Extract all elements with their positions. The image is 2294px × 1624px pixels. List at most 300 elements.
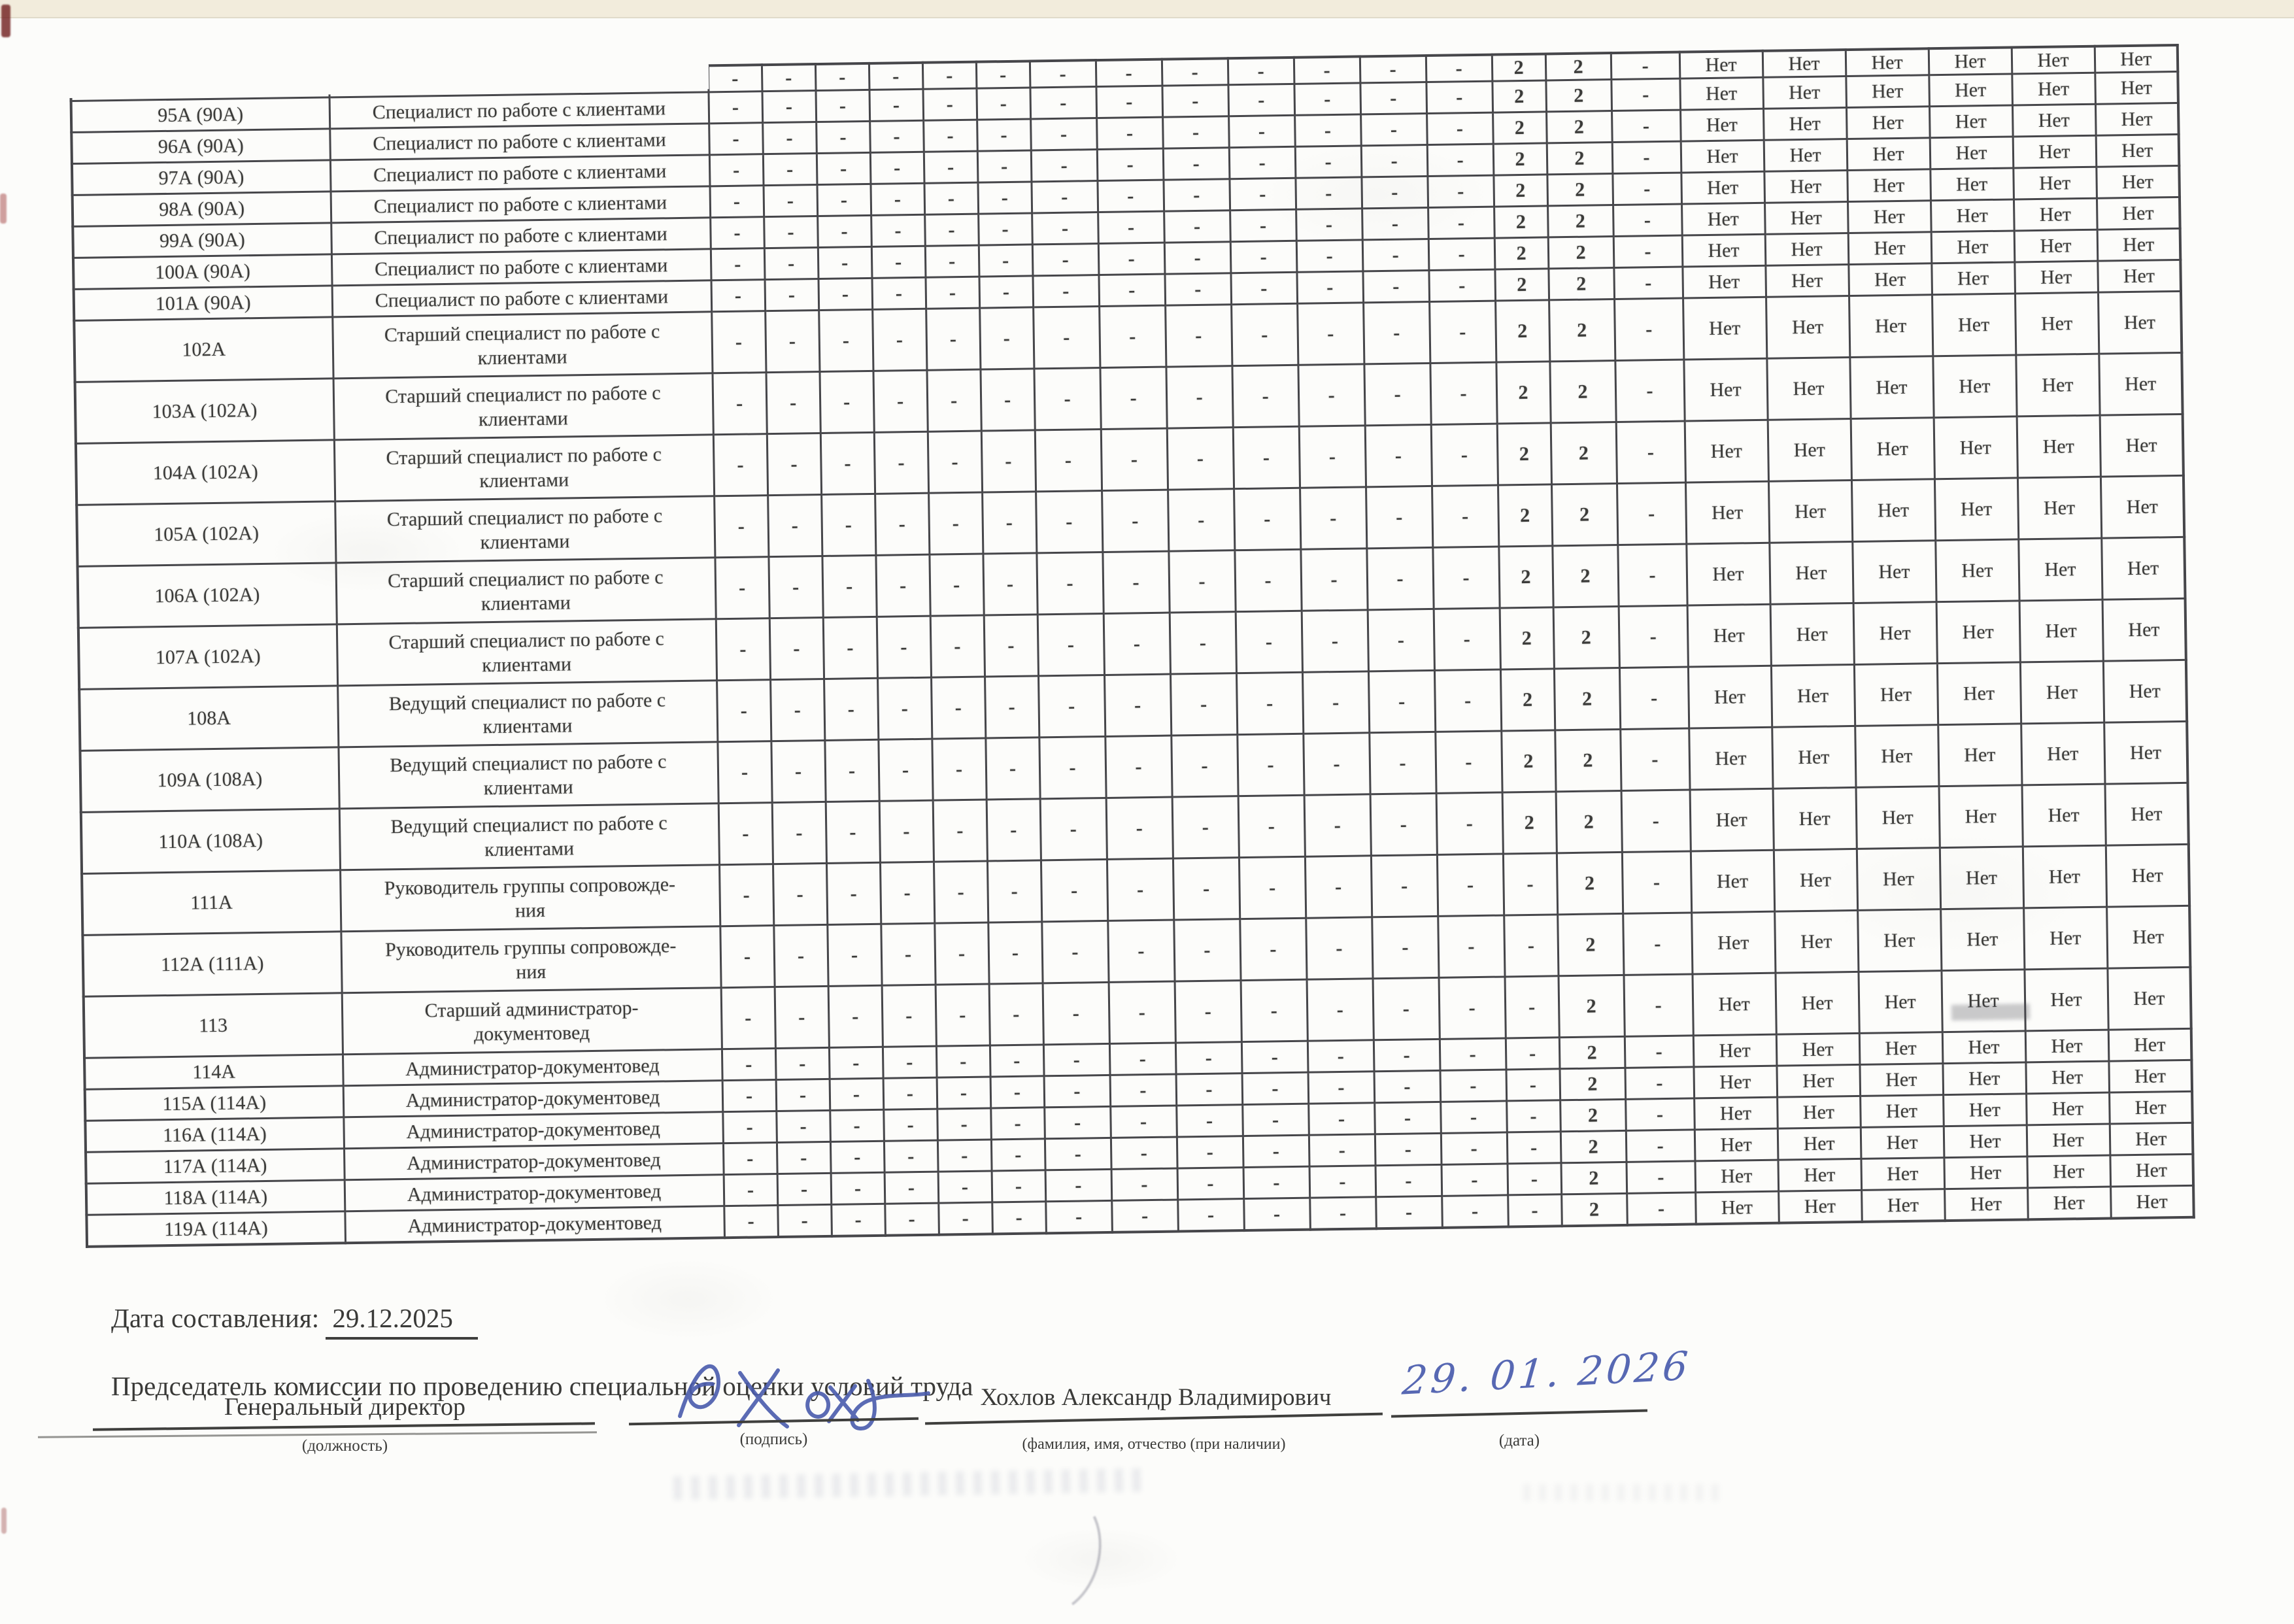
value-cell: - — [924, 214, 979, 246]
value-cell: - — [1304, 794, 1371, 856]
value-cell: - — [1508, 1163, 1562, 1195]
value-cell: 2 — [1496, 362, 1550, 424]
chairman-heading: Председатель комиссии по проведению специальной оценки условий труда — [111, 1371, 973, 1401]
value-cell: 2 — [1493, 112, 1547, 144]
value-cell: Нет — [1691, 850, 1774, 913]
workplace-number-cell: 109А (108А) — [80, 747, 339, 813]
value-cell: Нет — [1932, 294, 2016, 356]
value-cell: - — [1366, 547, 1433, 609]
value-cell: 2 — [1559, 1036, 1625, 1068]
name-underline — [925, 1413, 1383, 1425]
job-title-cell: Специалист по работе с клиентами — [329, 92, 709, 129]
value-cell: Нет — [1935, 539, 2019, 602]
value-cell: - — [1369, 732, 1436, 794]
value-cell: Нет — [1775, 972, 1859, 1034]
workplace-number-cell: 119А (114А) — [86, 1211, 345, 1247]
value-cell: - — [1041, 859, 1107, 921]
value-cell: - — [1426, 55, 1493, 82]
value-cell: - — [1375, 1196, 1442, 1228]
value-cell: Нет — [1929, 74, 2012, 107]
value-cell: - — [922, 88, 977, 120]
value-cell: - — [1164, 242, 1231, 274]
value-cell: Нет — [2024, 968, 2108, 1031]
value-cell: - — [1362, 239, 1429, 271]
job-title-cell: Специалист по работе с клиентами — [329, 124, 709, 160]
value-cell: Нет — [2012, 46, 2095, 74]
value-cell: Нет — [1685, 420, 1768, 482]
value-cell: - — [1298, 364, 1364, 426]
value-cell: - — [772, 802, 826, 864]
value-cell: - — [1104, 613, 1170, 675]
value-cell: - — [816, 121, 870, 153]
value-cell: Нет — [1929, 48, 2012, 75]
value-cell: 2 — [1548, 268, 1614, 300]
value-cell: - — [1032, 275, 1099, 307]
value-cell: 2 — [1492, 80, 1546, 112]
value-cell: - — [815, 63, 869, 91]
value-cell: - — [1175, 1042, 1242, 1074]
workplace-number-cell: 113 — [84, 993, 343, 1058]
scan-ghost-text — [1523, 1484, 1719, 1501]
value-cell: Нет — [2014, 261, 2098, 294]
value-cell: - — [718, 803, 773, 865]
value-cell: - — [884, 1140, 938, 1172]
job-title-cell: Ведущий специалист по работе с клиентами — [339, 804, 719, 870]
value-cell: - — [773, 924, 828, 987]
value-cell: Нет — [1694, 1097, 1778, 1130]
value-cell: - — [879, 800, 934, 862]
value-cell: - — [1505, 976, 1559, 1038]
value-cell: Нет — [2106, 844, 2189, 907]
value-cell: - — [1507, 1132, 1561, 1164]
value-cell: Нет — [1778, 1127, 1861, 1160]
value-cell: - — [820, 432, 875, 494]
value-cell: - — [1176, 1074, 1243, 1106]
workplace-number-cell: 96А (90А) — [71, 129, 330, 164]
value-cell: Нет — [1846, 48, 1929, 76]
job-title-cell: Специалист по работе с клиентами — [331, 186, 711, 223]
value-cell: - — [1229, 146, 1296, 178]
value-cell: - — [1612, 173, 1681, 205]
scan-mark — [0, 194, 7, 224]
value-cell: - — [817, 152, 871, 184]
workplace-number-cell: 112А (111А) — [82, 932, 341, 997]
value-cell: - — [926, 369, 981, 431]
value-cell: - — [1360, 56, 1426, 83]
value-cell: - — [982, 492, 1036, 554]
value-cell: - — [1613, 267, 1683, 299]
value-cell: Нет — [2100, 475, 2184, 538]
value-cell: Нет — [1932, 355, 2016, 418]
value-cell: Нет — [1934, 478, 2018, 541]
value-cell: Нет — [2012, 104, 2096, 137]
value-cell: 2 — [1497, 423, 1551, 485]
value-cell: - — [764, 216, 818, 248]
value-cell: - — [987, 799, 1041, 861]
value-cell: - — [1162, 85, 1228, 117]
value-cell: - — [1613, 235, 1683, 267]
workplace-number-cell: 97А (90А) — [72, 160, 331, 195]
value-cell: - — [1363, 301, 1430, 364]
value-cell: - — [1241, 1041, 1308, 1073]
value-cell: Нет — [1860, 1095, 1944, 1128]
value-cell: Нет — [1766, 296, 1849, 359]
job-title-cell: Старший специалист по работе с клиентами — [335, 558, 715, 624]
job-title-cell: Старший специалист по работе с клиентами — [334, 435, 714, 501]
value-cell: Нет — [2017, 415, 2100, 478]
value-cell: - — [777, 1173, 832, 1205]
value-cell: Нет — [1856, 787, 1940, 849]
value-cell: 2 — [1545, 53, 1611, 80]
value-cell: - — [1374, 1102, 1441, 1134]
value-cell: - — [1429, 301, 1496, 363]
value-cell: Нет — [1680, 109, 1764, 141]
value-cell: 2 — [1494, 269, 1549, 301]
value-cell: - — [922, 62, 977, 90]
value-cell: - — [1104, 674, 1171, 736]
value-cell: 2 — [1559, 975, 1625, 1037]
value-cell: - — [1173, 919, 1240, 981]
value-cell: Нет — [2017, 477, 2101, 539]
value-cell: - — [1368, 670, 1435, 732]
value-cell: - — [929, 554, 983, 616]
value-cell: Нет — [2018, 538, 2102, 601]
assessment-table-body — [71, 45, 2194, 1246]
value-cell: - — [1106, 797, 1173, 859]
value-cell: - — [875, 554, 930, 617]
value-cell: Нет — [1764, 139, 1847, 172]
value-cell: - — [984, 615, 1038, 677]
value-cell: 2 — [1551, 484, 1617, 546]
value-cell: - — [1170, 612, 1236, 674]
value-cell: Нет — [2027, 1155, 2110, 1188]
value-cell: - — [717, 741, 771, 804]
value-cell: - — [1234, 549, 1301, 611]
value-cell: - — [1615, 360, 1684, 422]
value-cell: - — [818, 309, 873, 371]
value-cell: - — [989, 983, 1043, 1045]
value-cell: - — [722, 1111, 777, 1143]
value-cell: - — [822, 555, 876, 617]
value-cell: - — [717, 680, 771, 742]
value-cell: - — [817, 184, 871, 216]
value-cell: - — [721, 987, 775, 1049]
value-cell: Нет — [1938, 724, 2021, 787]
value-cell: - — [869, 63, 923, 90]
value-cell: - — [934, 922, 988, 985]
value-cell: - — [882, 985, 936, 1047]
value-cell: - — [1374, 1070, 1441, 1102]
value-cell: - — [709, 123, 763, 155]
value-cell: - — [708, 65, 762, 92]
value-cell: Нет — [2104, 783, 2188, 845]
workplace-number-cell: 107А (102А) — [78, 624, 337, 690]
value-cell: Нет — [1690, 788, 1774, 851]
value-cell: 2 — [1502, 792, 1557, 854]
value-cell: Нет — [1941, 970, 2025, 1032]
value-cell: - — [1030, 87, 1096, 119]
value-cell: - — [775, 986, 829, 1048]
value-cell: - — [979, 307, 1034, 369]
value-cell: - — [1243, 1166, 1310, 1198]
value-cell: - — [823, 617, 877, 679]
value-cell: Нет — [1763, 76, 1846, 109]
value-cell: - — [930, 615, 985, 677]
value-cell: - — [719, 864, 773, 926]
value-cell: Нет — [2103, 660, 2187, 722]
value-cell: - — [977, 119, 1031, 151]
job-title-cell: Старший администратор- документовед — [342, 988, 722, 1055]
value-cell: - — [1438, 915, 1504, 977]
value-cell: - — [1617, 482, 1686, 545]
value-cell: Нет — [1765, 233, 1849, 266]
value-cell: - — [1176, 1105, 1243, 1137]
value-cell: Нет — [1930, 137, 2014, 169]
value-cell: - — [1033, 307, 1100, 369]
value-cell: - — [1241, 979, 1307, 1041]
value-cell: - — [713, 434, 767, 496]
value-cell: Нет — [1847, 138, 1931, 171]
value-cell: - — [768, 556, 822, 618]
value-cell: Нет — [2108, 1028, 2192, 1061]
workplace-number-cell: 117А (114А) — [86, 1149, 345, 1184]
value-cell: - — [1302, 671, 1369, 734]
value-cell: - — [1626, 1130, 1695, 1162]
scan-edge-strip — [0, 0, 2294, 18]
value-cell: - — [710, 217, 764, 249]
value-cell: - — [763, 154, 817, 186]
value-cell: - — [1109, 1043, 1176, 1075]
value-cell: - — [1503, 853, 1557, 915]
value-cell: - — [1373, 977, 1440, 1040]
value-cell: - — [1428, 238, 1495, 270]
job-title-cell: Ведущий специалист по работе с клиентами — [337, 681, 717, 747]
value-cell: - — [821, 494, 875, 556]
value-cell: - — [877, 677, 932, 739]
composition-date-line — [111, 1302, 478, 1334]
value-cell: - — [1307, 1040, 1374, 1072]
value-cell: - — [883, 1109, 937, 1141]
value-cell: - — [1506, 1069, 1560, 1101]
value-cell: Нет — [1774, 849, 1857, 911]
value-cell: - — [720, 926, 774, 988]
value-cell: Нет — [2026, 1092, 2110, 1125]
value-cell: 2 — [1561, 1193, 1627, 1225]
assessment-table — [69, 44, 2195, 1247]
scan-mark — [1, 5, 10, 37]
value-cell: - — [1234, 488, 1300, 550]
value-cell: - — [1307, 979, 1374, 1041]
value-cell: Нет — [1765, 265, 1849, 297]
value-cell: - — [936, 1045, 990, 1077]
value-cell: Нет — [1943, 1094, 2027, 1126]
job-title-cell: Старший специалист по работе с клиентами — [333, 373, 713, 440]
value-cell: 2 — [1557, 852, 1623, 914]
value-cell: - — [872, 309, 926, 371]
value-cell: - — [766, 372, 820, 434]
value-cell: - — [1231, 303, 1298, 365]
value-cell: 2 — [1548, 237, 1614, 269]
value-cell: - — [762, 91, 816, 123]
value-cell: - — [1032, 244, 1099, 276]
value-cell: - — [1434, 669, 1501, 732]
value-cell: - — [1096, 86, 1162, 118]
value-cell: - — [1436, 792, 1503, 854]
value-cell: Нет — [1778, 1190, 1862, 1223]
value-cell: - — [1243, 1198, 1310, 1230]
value-cell: Нет — [2110, 1123, 2193, 1155]
workplace-number-cell: 111А — [82, 870, 341, 936]
value-cell: - — [1611, 78, 1680, 110]
value-cell: 2 — [1493, 175, 1547, 207]
value-cell: - — [1504, 915, 1558, 977]
value-cell: - — [817, 215, 871, 247]
value-cell: - — [1617, 544, 1687, 606]
value-cell: Нет — [2012, 73, 2095, 105]
value-cell: - — [771, 740, 825, 802]
job-title-cell: Специалист по работе с клиентами — [330, 155, 710, 192]
value-cell: Нет — [1944, 1157, 2027, 1189]
table-wrapper — [69, 44, 2195, 1247]
value-cell: Нет — [1857, 848, 1940, 911]
value-cell: Нет — [1683, 358, 1767, 421]
value-cell: - — [880, 862, 934, 924]
value-cell: Нет — [1847, 169, 1931, 202]
value-cell: - — [1440, 1038, 1506, 1070]
value-cell: 2 — [1493, 143, 1547, 175]
value-cell: - — [1296, 240, 1363, 272]
value-cell: - — [1097, 180, 1164, 212]
scan-mark — [1, 1508, 7, 1534]
value-cell: - — [1372, 916, 1438, 978]
value-cell: 2 — [1492, 54, 1546, 81]
date-underline — [1391, 1410, 1647, 1418]
value-cell: - — [764, 185, 818, 217]
workplace-number-cell: 118А (114А) — [86, 1180, 345, 1215]
value-cell: - — [1035, 430, 1102, 492]
value-cell: Нет — [2110, 1154, 2193, 1187]
value-cell: 2 — [1500, 607, 1554, 669]
value-cell: - — [1508, 1194, 1562, 1226]
value-cell: - — [724, 1206, 778, 1238]
value-cell: - — [981, 430, 1036, 492]
value-cell: - — [770, 679, 824, 741]
value-cell: - — [1612, 141, 1681, 173]
workplace-number-cell: 114А — [84, 1055, 343, 1090]
value-cell: - — [1239, 856, 1306, 919]
value-cell: - — [1107, 858, 1173, 921]
value-cell: - — [1308, 1103, 1375, 1135]
value-cell: Нет — [1679, 51, 1763, 78]
value-cell: - — [1168, 550, 1235, 613]
job-title-cell: Администратор-документовед — [344, 1143, 724, 1180]
value-cell: - — [976, 61, 1030, 88]
value-cell: - — [1426, 81, 1493, 113]
value-cell: - — [1030, 118, 1097, 150]
value-cell: - — [877, 616, 931, 678]
value-cell: - — [1619, 667, 1689, 729]
value-cell: Нет — [1944, 1125, 2027, 1158]
workplace-number-cell: 101А (90А) — [74, 286, 333, 321]
value-cell: - — [1045, 1138, 1111, 1170]
value-cell: 2 — [1559, 1068, 1625, 1100]
value-cell: - — [1626, 1161, 1695, 1193]
value-cell: - — [1614, 298, 1683, 360]
value-cell: - — [1434, 608, 1500, 670]
value-cell: Нет — [1771, 664, 1855, 727]
value-cell: - — [1375, 1133, 1442, 1165]
value-cell: Нет — [1776, 1033, 1860, 1066]
value-cell: - — [1165, 305, 1232, 367]
value-cell: - — [1625, 1067, 1694, 1099]
value-cell: - — [831, 1172, 885, 1204]
value-cell: - — [1232, 365, 1298, 427]
value-cell: - — [708, 92, 762, 124]
value-cell: Нет — [1858, 971, 1942, 1034]
value-cell: - — [1228, 58, 1294, 85]
value-cell: - — [924, 151, 978, 183]
value-cell: 2 — [1560, 1099, 1626, 1131]
job-title-cell: Старший специалист по работе с клиентами — [332, 312, 712, 379]
value-cell: Нет — [1942, 1062, 2026, 1095]
value-cell: Нет — [2108, 1060, 2192, 1092]
value-cell: - — [715, 557, 769, 619]
value-cell: Нет — [1764, 202, 1848, 235]
value-cell: - — [709, 154, 764, 186]
handwritten-date: 29. 01. 2026 — [1400, 1343, 1693, 1404]
value-cell: - — [1309, 1197, 1376, 1229]
value-cell: - — [1365, 424, 1432, 486]
value-cell: Нет — [1857, 909, 1941, 972]
value-cell: - — [869, 89, 923, 121]
value-cell: - — [830, 1141, 885, 1173]
value-cell: 2 — [1547, 143, 1613, 175]
value-cell: - — [1432, 485, 1498, 547]
value-cell: - — [723, 1143, 777, 1175]
value-cell: - — [1100, 367, 1166, 429]
value-cell: - — [1172, 796, 1239, 858]
value-cell: - — [1030, 60, 1096, 88]
value-cell: Нет — [2027, 1187, 2111, 1219]
value-cell: Нет — [1940, 908, 2024, 971]
value-cell: - — [926, 308, 980, 370]
value-cell: Нет — [1859, 1064, 1943, 1096]
value-cell: - — [828, 985, 883, 1047]
value-cell: - — [1236, 611, 1302, 673]
value-cell: Нет — [1777, 1096, 1861, 1128]
value-cell: - — [925, 277, 979, 309]
value-cell: - — [873, 370, 927, 432]
job-title-cell: Специалист по работе с клиентами — [332, 280, 712, 317]
value-cell: - — [1302, 610, 1368, 672]
value-cell: - — [1166, 366, 1232, 428]
value-cell: Нет — [2101, 537, 2185, 600]
workplace-number-cell: 98А (90А) — [73, 192, 331, 227]
value-cell: - — [1296, 271, 1363, 303]
value-cell: - — [883, 1046, 937, 1078]
value-cell: - — [829, 1047, 883, 1079]
value-cell: Нет — [1768, 419, 1851, 482]
value-cell: Нет — [1681, 140, 1764, 173]
value-cell: Нет — [2109, 1091, 2193, 1124]
value-cell: - — [870, 152, 924, 184]
value-cell: - — [1032, 212, 1098, 245]
value-cell: - — [1173, 858, 1240, 920]
value-cell: Нет — [2021, 722, 2104, 785]
workplace-number-cell: 108А — [79, 686, 338, 751]
value-cell: - — [819, 371, 873, 433]
value-cell: Нет — [1773, 787, 1857, 850]
